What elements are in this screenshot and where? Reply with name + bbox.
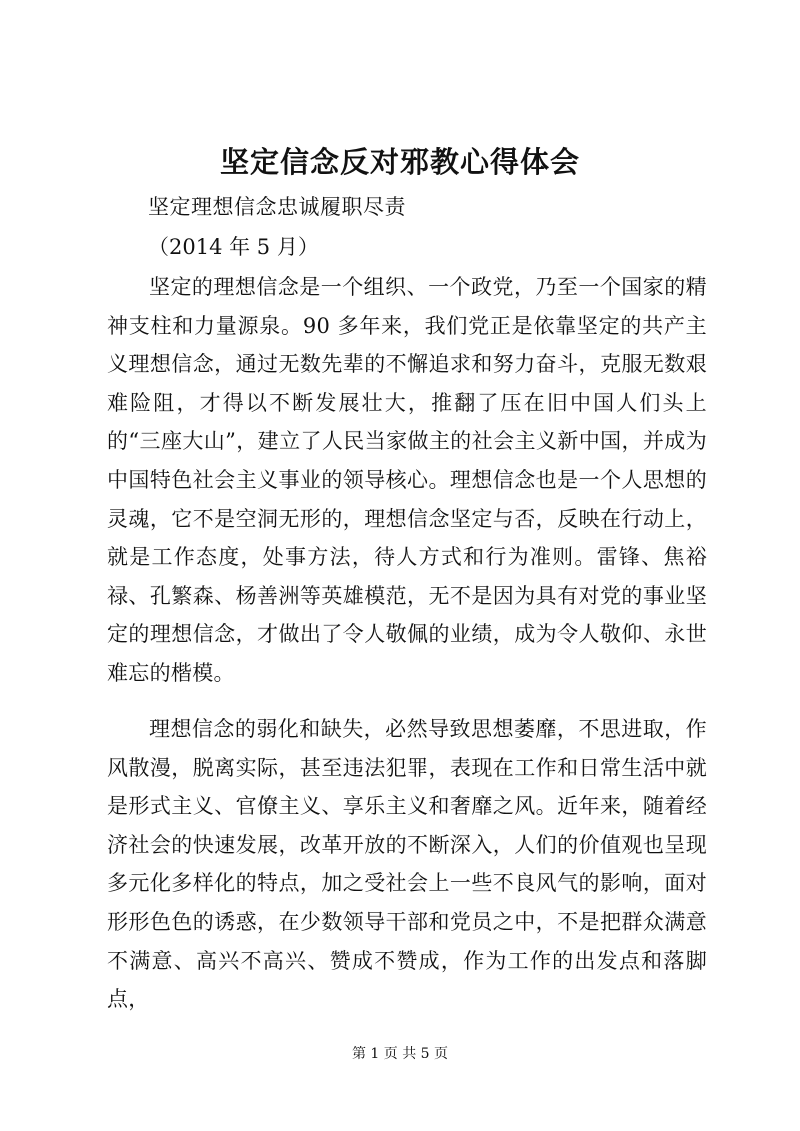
paragraph-2: 理想信念的弱化和缺失，必然导致思想萎靡，不思进取，作风散漫，脱离实际，甚至违法犯罪，表现在工作和日常生活中就是形式主义、官僚主义、享乐主义和奢靡之风。近年来，随着经济社会的快速发展，改革开放的不断深入，人们的价值观也呈现多元化多样化的特点，加之受社会上一些不良风气的影响，面对形形色色的诱惑，在少数领导干部和党员之中，不是把群众满意不满意、高兴不高兴、赞成不赞成，作为工作的出发点和落脚点， (107, 717, 707, 1012)
page-number-footer: 第 1 页 共 5 页 (351, 1046, 449, 1062)
document-title: 坚定信念反对邪教心得体会 (219, 145, 580, 179)
paragraph-1: 坚定的理想信念是一个组织、一个政党，乃至一个国家的精神支柱和力量源泉。90 多年来，我们党正是依靠坚定的共产主义理想信念，通过无数先辈的不懈追求和努力奋斗，克服无数艰难险阻，才得以不断发展壮大，推翻了压在旧中国人们头上的“三座大山”，建立了人民当家做主的社会主义新中国，并成为中国特色社会主义事业的领导核心。理想信念也是一个人思想的灵魂，它不是空洞无形的，理想信念坚定与否，反映在行动上，就是工作态度，处事方法，待人方式和行为准则。雷锋、焦裕禄、孔繁森、杨善洲等英雄模范，无不是因为具有对党的事业坚定的理想信念，才做出了令人敬佩的业绩，成为令人敬仰、永世难忘的楷模。 (107, 275, 707, 685)
document-date: （2014 年 5 月） (148, 235, 319, 259)
document-subtitle: 坚定理想信念忠诚履职尽责 (148, 195, 406, 219)
